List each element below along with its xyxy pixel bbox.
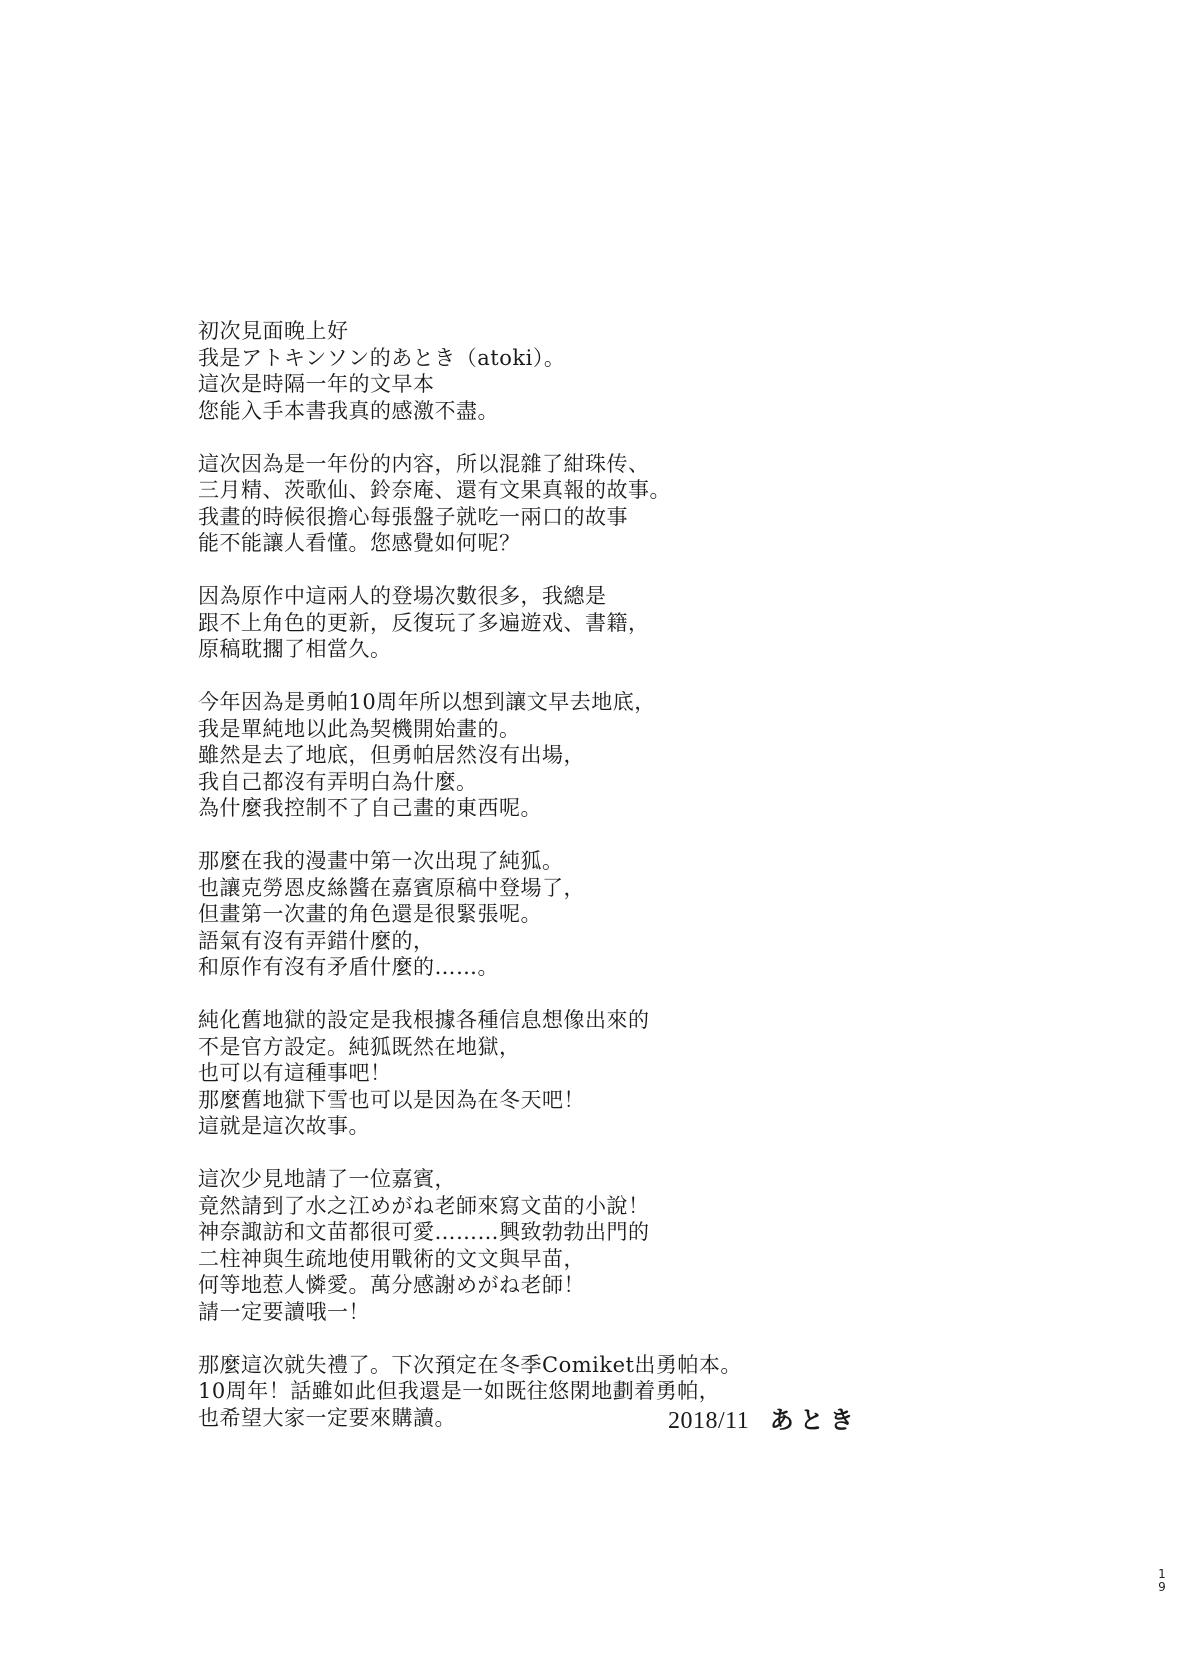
- paragraph: [198, 583, 958, 663]
- text-line: 這就是這次故事。: [198, 1114, 370, 1138]
- text-line: 這次因為是一年份的内容，所以混雜了紺珠传、: [198, 451, 650, 476]
- text-line: 那麼在我的漫畫中第一次出現了純狐。: [198, 849, 564, 873]
- text-line: 為什麼我控制不了自己畫的東西呢。: [198, 796, 542, 820]
- text-line: 語氣有沒有弄錯什麼的，: [198, 928, 435, 953]
- text-line: 也讓克勞恩皮絲醬在嘉賓原稿中登場了，: [198, 875, 585, 900]
- paragraph: [198, 1166, 958, 1325]
- text-line: 我自己都沒有弄明白為什麼。: [198, 769, 478, 794]
- text-line: 不是官方設定。純狐既然在地獄，: [198, 1034, 521, 1059]
- text-line: 跟不上角色的更新，反復玩了多遍遊戏、書籍，: [198, 610, 650, 635]
- text-line: 我是單純地以此為契機開始畫的。: [198, 716, 521, 741]
- paragraph: [198, 451, 958, 557]
- signature: [668, 1400, 860, 1435]
- text-line: 您能入手本書我真的感激不盡。: [198, 398, 499, 423]
- text-line: 這次少見地請了一位嘉賓，: [198, 1167, 456, 1191]
- text-line: 能不能讓人看懂。您感覺如何呢？: [198, 531, 521, 555]
- text-line: 二柱神與生疏地使用戰術的文文與早苗，: [198, 1246, 585, 1271]
- signature-date: 2018/11: [668, 1408, 750, 1434]
- text-line: 我是アトキンソン的あとき（atoki）。: [198, 345, 566, 370]
- paragraph: [198, 689, 958, 822]
- text-line: 10周年！話雖如此但我還是一如既往悠閑地劃着勇帕，: [198, 1379, 721, 1403]
- text-line: 因為原作中這兩人的登場次數很多，我總是: [198, 584, 607, 608]
- text-line: 這次是時隔一年的文早本: [198, 372, 435, 396]
- text-line: 何等地惹人憐愛。萬分感謝めがね老師！: [198, 1273, 585, 1297]
- text-line: 那麼舊地獄下雪也可以是因為在冬天吧！: [198, 1087, 585, 1112]
- text-line: 請一定要讀哦一！: [198, 1299, 370, 1324]
- text-line: 我畫的時候很擔心每張盤子就吃一兩口的故事: [198, 504, 628, 529]
- text-line: 神奈諏訪和文苗都很可愛………興致勃勃出門的: [198, 1220, 650, 1244]
- paragraph: [198, 1007, 958, 1140]
- signature-name: あとき: [769, 1406, 860, 1434]
- afterword-text: [198, 318, 958, 1458]
- text-line: 但畫第一次畫的角色還是很緊張呢。: [198, 902, 542, 926]
- text-line: 那麼這次就失禮了。下次預定在冬季Comiket出勇帕本。: [198, 1352, 742, 1377]
- text-line: 初次見面晚上好: [198, 319, 349, 343]
- text-line: 也可以有這種事吧！: [198, 1061, 392, 1085]
- text-line: 三月精、茨歌仙、鈴奈庵、還有文果真報的故事。: [198, 478, 671, 502]
- page-number-digit: 9: [1158, 1580, 1166, 1594]
- text-line: 純化舊地獄的設定是我根據各種信息想像出來的: [198, 1008, 650, 1032]
- text-line: 原稿耽擱了相當久。: [198, 637, 392, 661]
- text-line: 今年因為是勇帕10周年所以想到讓文早去地底，: [198, 690, 656, 714]
- paragraph: [198, 318, 958, 424]
- text-line: 和原作有沒有矛盾什麼的……。: [198, 955, 499, 979]
- page-number-digit: 1: [1158, 1567, 1166, 1581]
- text-line: 雖然是去了地底，但勇帕居然沒有出場，: [198, 743, 585, 767]
- paragraph: [198, 848, 958, 981]
- page-number: [1155, 1568, 1169, 1594]
- text-line: 竟然請到了水之江めがね老師來寫文苗的小說！: [198, 1193, 650, 1218]
- text-line: 也希望大家一定要來購讀。: [198, 1405, 456, 1430]
